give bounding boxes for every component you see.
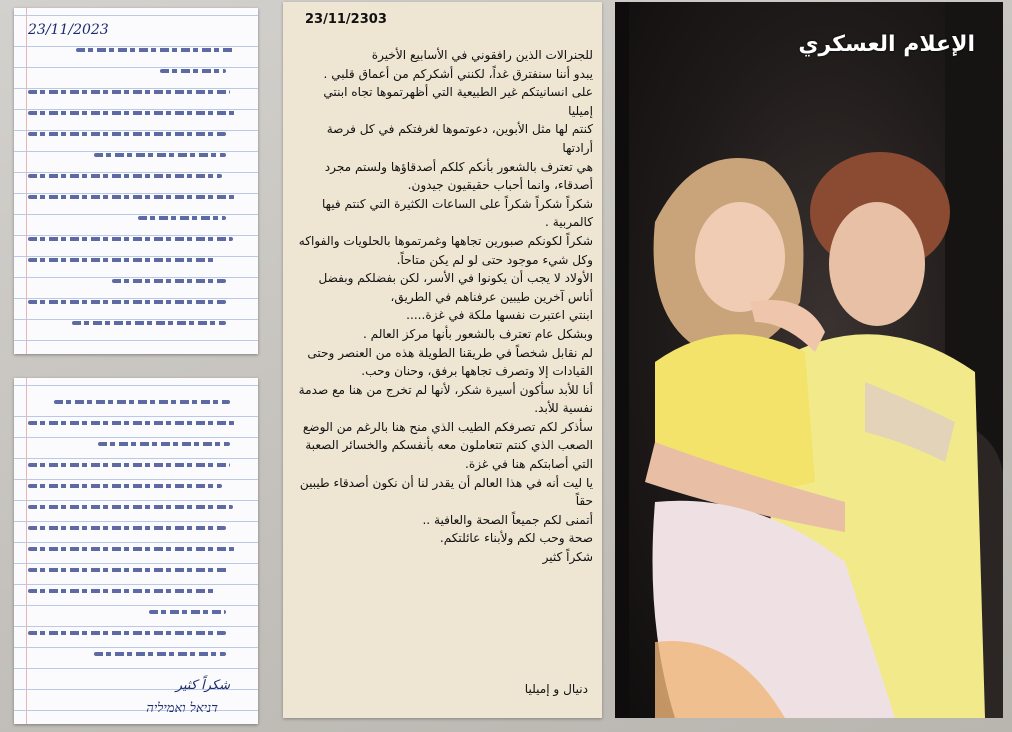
- letter-paragraph: شكراً لكونكم صبورين تجاهها وغمرتموها بالحلويات والفواكه وكل شيء موجود حتى لو لم يكن متاحاً.: [298, 233, 593, 267]
- handwritten-date: 23/11/2023: [28, 22, 109, 38]
- handwritten-text-lines: [28, 400, 248, 673]
- letter-paragraph: يبدو أننا سنفترق غداً، لكنني أشكركم من أعماق قلبي .: [323, 66, 593, 81]
- letter-paragraph: يا ليت أنه في هذا العالم أن يقدر لنا أن نكون أصدقاء طيبين حقاً: [299, 475, 593, 509]
- typed-letter: [283, 2, 602, 718]
- letter-signature: دنيال و إميليا: [524, 682, 588, 696]
- letter-paragraph: شكراً شكراً شكراً على الساعات الكثيرة التي كنتم فيها كالمربية .: [322, 196, 593, 230]
- letter-paragraph: صحة وحب لكم ولأبناء عائلتكم.: [439, 531, 593, 546]
- letter-paragraph: لم نقابل شخصاً في طريقنا الطويلة هذه من العنصر وحتى القيادات إلا وتصرف تجاهها برفق، وحنان وحب.: [307, 345, 593, 379]
- handwritten-page-2: [14, 378, 258, 724]
- letter-paragraph: الأولاد لا يجب أن يكونوا في الأسر، لكن بفضلكم وبفضل أناس آخرين طيبين عرفناهم في الطريق،: [318, 271, 593, 304]
- handwritten-text-lines: [28, 48, 248, 342]
- letter-paragraph: للجنرالات الذين رافقوني في الأسابيع الأخيرة: [371, 48, 593, 62]
- letter-date: 23/11/2303: [305, 12, 387, 27]
- letter-paragraph: أتمنى لكم جميعاً الصحة والعافية ..: [422, 512, 593, 527]
- letter-paragraph: ابنتي اعتبرت نفسها ملكة في غزة.....: [406, 308, 593, 323]
- letter-paragraph: وبشكل عام تعترف بالشعور بأنها مركز العالم .: [362, 326, 593, 341]
- letter-paragraph: على انسانيتكم غير الطبيعية التي أظهرتموها تجاه ابنتي إميليا: [323, 85, 593, 118]
- signature-arabic: شكراً كثير: [175, 678, 230, 693]
- letter-paragraph: هي تعترف بالشعور بأنكم كلكم أصدقاؤها ولستم مجرد أصدقاء، وانما أحباب حقيقيون جيدون.: [324, 159, 593, 193]
- handwritten-page-1: [14, 8, 258, 354]
- media-logo: الإعلام العسكري: [798, 32, 975, 57]
- letter-paragraph: سأذكر لكم تصرفكم الطيب الذي منح هنا بالرغم من الوضع الصعب الذي كنتم تتعاملون معه بأنفسكم والخسائر الصعبة التي أصابتكم هنا في غزة.: [302, 419, 593, 472]
- photo: [615, 2, 1003, 718]
- signature-hebrew: דניאל ואמיליה: [146, 701, 218, 716]
- letter-paragraph: كنتم لها مثل الأبوين، دعوتموها لغرفتكم في كل فرصة أرادتها: [326, 122, 593, 155]
- photo-illustration: [615, 2, 1003, 718]
- letter-paragraph: شكراً كثير: [542, 550, 593, 565]
- letter-body: [297, 46, 593, 567]
- letter-paragraph: أنا للأبد سأكون أسيرة شكر، لأنها لم تخرج من هنا مع صدمة نفسية للأبد.: [298, 382, 593, 416]
